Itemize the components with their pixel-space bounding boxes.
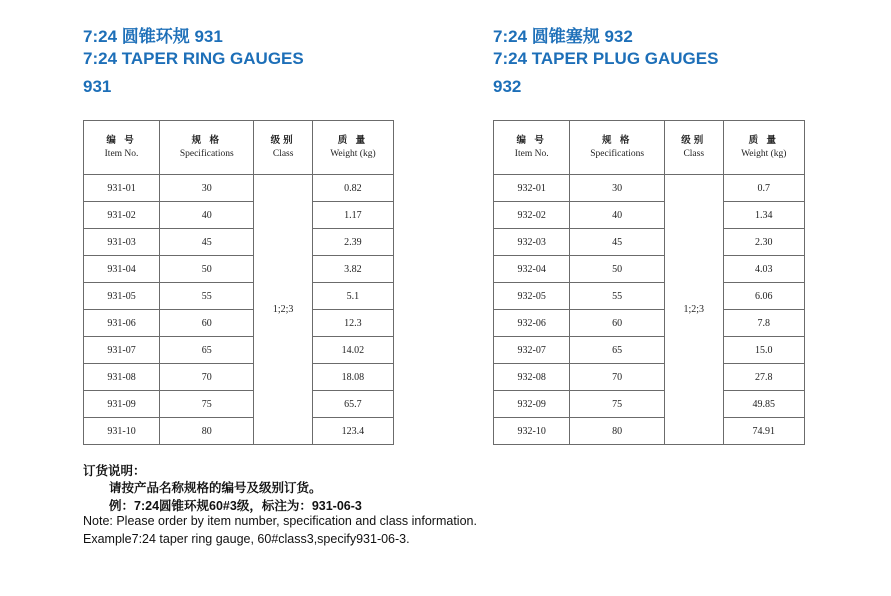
header-weight: 质 量 Weight (kg) [723, 121, 804, 175]
item-no: 932-01 [494, 175, 570, 202]
table-row [84, 337, 394, 364]
spec: 70 [160, 364, 254, 391]
item-no: 931-03 [84, 229, 160, 256]
table-row [84, 256, 394, 283]
weight: 123.4 [312, 418, 393, 445]
spec: 30 [160, 175, 254, 202]
weight: 65.7 [312, 391, 393, 418]
class-value: 1;2;3 [254, 175, 312, 445]
notes-line-en-2: Example7:24 taper ring gauge, 60#class3,specify931-06-3. [83, 532, 410, 546]
spec: 65 [570, 337, 665, 364]
ring-title-code: 931 [83, 77, 112, 96]
weight: 74.91 [723, 418, 804, 445]
weight: 12.3 [312, 310, 393, 337]
table-row [84, 202, 394, 229]
item-no: 932-09 [494, 391, 570, 418]
item-no: 932-08 [494, 364, 570, 391]
spec: 50 [160, 256, 254, 283]
table-row [494, 202, 805, 229]
spec: 70 [570, 364, 665, 391]
item-no: 932-06 [494, 310, 570, 337]
spec: 65 [160, 337, 254, 364]
table-row [494, 391, 805, 418]
table-row [494, 418, 805, 445]
weight: 27.8 [723, 364, 804, 391]
table-row [494, 283, 805, 310]
item-no: 931-09 [84, 391, 160, 418]
table-row [494, 175, 805, 202]
table-row [494, 229, 805, 256]
item-no: 931-01 [84, 175, 160, 202]
table-row [84, 418, 394, 445]
plug-title-code: 932 [493, 77, 522, 96]
weight: 2.30 [723, 229, 804, 256]
notes-line-en-1: Note: Please order by item number, specification and class information. [83, 514, 477, 528]
spec: 75 [570, 391, 665, 418]
spec: 75 [160, 391, 254, 418]
spec: 80 [570, 418, 665, 445]
notes-heading: 订货说明： [83, 464, 146, 478]
item-no: 932-02 [494, 202, 570, 229]
header-spec: 规 格 Specifications [570, 121, 665, 175]
spec: 60 [160, 310, 254, 337]
item-no: 931-10 [84, 418, 160, 445]
weight: 15.0 [723, 337, 804, 364]
header-spec: 规 格 Specifications [160, 121, 254, 175]
spec: 50 [570, 256, 665, 283]
table-row [84, 364, 394, 391]
table-row [494, 310, 805, 337]
class-value: 1;2;3 [664, 175, 723, 445]
weight: 49.85 [723, 391, 804, 418]
spec: 40 [160, 202, 254, 229]
table-row [84, 175, 394, 202]
weight: 2.39 [312, 229, 393, 256]
header-class: 级别 Class [254, 121, 312, 175]
item-no: 932-07 [494, 337, 570, 364]
ring-gauge-table [83, 120, 394, 445]
item-no: 931-02 [84, 202, 160, 229]
table-header [494, 121, 805, 175]
weight: 14.02 [312, 337, 393, 364]
spec: 80 [160, 418, 254, 445]
spec: 45 [570, 229, 665, 256]
item-no: 932-05 [494, 283, 570, 310]
item-no: 931-08 [84, 364, 160, 391]
table-row [494, 364, 805, 391]
header-item: 编 号 Item No. [494, 121, 570, 175]
spec: 60 [570, 310, 665, 337]
item-no: 932-10 [494, 418, 570, 445]
notes-line-cn-2: 例：7:24圆锥环规60#3级，标注为：931-06-3 [109, 499, 362, 513]
weight: 7.8 [723, 310, 804, 337]
item-no: 931-07 [84, 337, 160, 364]
plug-title-cn: 7:24 圆锥塞规 932 [493, 27, 633, 46]
table-row [494, 256, 805, 283]
header-item: 编 号 Item No. [84, 121, 160, 175]
spec: 55 [160, 283, 254, 310]
plug-gauge-table [493, 120, 805, 445]
ring-title-cn: 7:24 圆锥环规 931 [83, 27, 223, 46]
weight: 1.34 [723, 202, 804, 229]
plug-title-en: 7:24 TAPER PLUG GAUGES [493, 49, 719, 68]
item-no: 931-06 [84, 310, 160, 337]
table-header [84, 121, 394, 175]
weight: 4.03 [723, 256, 804, 283]
spec: 55 [570, 283, 665, 310]
item-no: 932-04 [494, 256, 570, 283]
weight: 18.08 [312, 364, 393, 391]
weight: 0.7 [723, 175, 804, 202]
weight: 0.82 [312, 175, 393, 202]
spec: 30 [570, 175, 665, 202]
table-row [494, 337, 805, 364]
spec: 40 [570, 202, 665, 229]
table-row [84, 229, 394, 256]
weight: 6.06 [723, 283, 804, 310]
item-no: 932-03 [494, 229, 570, 256]
item-no: 931-04 [84, 256, 160, 283]
weight: 1.17 [312, 202, 393, 229]
header-weight: 质 量 Weight (kg) [312, 121, 393, 175]
ring-title-en: 7:24 TAPER RING GAUGES [83, 49, 304, 68]
notes-line-cn-1: 请按产品名称规格的编号及级别订货。 [109, 481, 322, 495]
item-no: 931-05 [84, 283, 160, 310]
spec: 45 [160, 229, 254, 256]
table-row [84, 391, 394, 418]
weight: 3.82 [312, 256, 393, 283]
table-row [84, 283, 394, 310]
weight: 5.1 [312, 283, 393, 310]
header-class: 级别 Class [664, 121, 723, 175]
table-row [84, 310, 394, 337]
